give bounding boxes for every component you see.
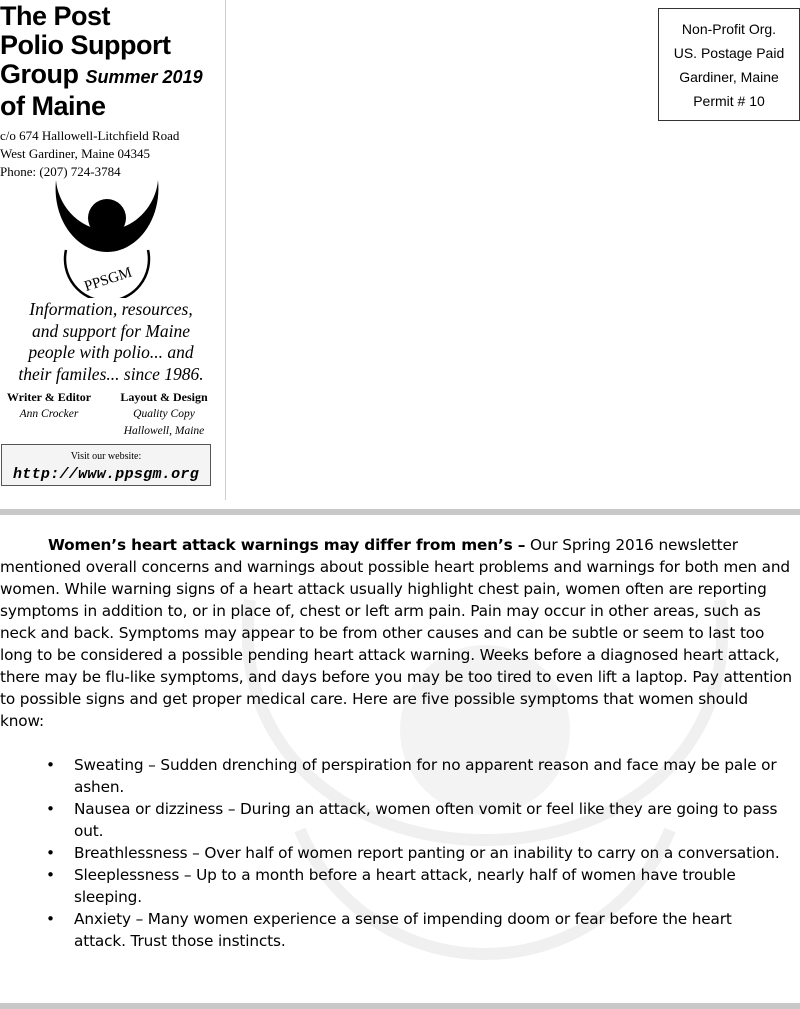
bullet: • xyxy=(46,844,55,862)
symptom-text: Sleeplessness – Up to a month before a heart attack, nearly half of women have trouble sleeping. xyxy=(74,866,736,906)
postage-indicia xyxy=(658,8,800,121)
top-divider xyxy=(0,509,800,515)
postage-line-1: Non-Profit Org. xyxy=(681,21,777,37)
mailing-address xyxy=(0,127,179,181)
postage-line-2: US. Postage Paid xyxy=(673,45,785,61)
website-link[interactable]: http://www.ppsgm.org xyxy=(12,466,200,483)
heart-attack-article xyxy=(0,534,796,952)
symptom-item xyxy=(0,798,796,842)
website-label: Visit our website: xyxy=(70,451,142,462)
title-line-1: The Post xyxy=(0,1,111,31)
symptom-item xyxy=(0,908,796,952)
writer-credit xyxy=(0,389,98,423)
symptom-text: Sweating – Sudden drenching of perspiration for no apparent reason and face may be pale or ashen. xyxy=(74,756,777,796)
postage-line-3: Gardiner, Maine xyxy=(679,69,779,85)
postage-line-4: Permit # 10 xyxy=(693,93,765,109)
article-intro xyxy=(0,534,796,732)
symptom-text: Nausea or dizziness – During an attack, women often vomit or feel like they are going to pass out. xyxy=(74,800,778,840)
article-headline: Women’s heart attack warnings may differ from men’s – xyxy=(48,536,526,554)
symptom-item xyxy=(0,754,796,798)
bullet: • xyxy=(46,910,55,928)
writer-name: Ann Crocker xyxy=(19,408,79,420)
issue-date: Summer 2019 xyxy=(85,67,203,87)
tagline-line-4: their familes... since 1986. xyxy=(18,363,204,384)
symptom-text: Anxiety – Many women experience a sense of impending doom or fear before the heart attack. Trust those instincts. xyxy=(74,910,732,950)
layout-role: Layout & Design xyxy=(120,390,208,404)
address-line-1: c/o 674 Hallowell-Litchfield Road xyxy=(0,128,180,143)
bullet: • xyxy=(46,800,55,818)
layout-name-2: Hallowell, Maine xyxy=(123,425,205,437)
symptom-text: Breathlessness – Over half of women report panting or an inability to carry on a conversation. xyxy=(74,844,780,862)
symptom-item xyxy=(0,864,796,908)
symptom-item xyxy=(0,842,796,864)
article-body: Our Spring 2016 newsletter mentioned overall concerns and warnings about possible heart problems and warnings for both men and women. While warning signs of a heart attack usually highlight chest pain, women often are reporting symptoms in addition to, or in place of, chest or left arm pain. Pain may occur in other areas, such as neck and back. Symptoms may appear to be from other causes and can be subtle or seem to last too long to be considered a possible pending heart attack warning. Weeks before a diagnosed heart attack, there may be flu-like symptoms, and days before you may be too tired to even lift a laptop. Pay attention to possible signs and get proper medical care. Here are five possible symptoms that women should know: xyxy=(0,536,792,730)
layout-name-1: Quality Copy xyxy=(133,408,195,420)
title-line-4: of Maine xyxy=(0,91,106,121)
tagline-line-1: Information, resources, xyxy=(29,299,193,319)
tagline xyxy=(0,299,222,385)
ppsgm-logo xyxy=(52,180,162,298)
tagline-line-2: and support for Maine xyxy=(32,320,190,341)
layout-credit xyxy=(112,389,216,440)
address-line-2: West Gardiner, Maine 04345 xyxy=(0,146,151,161)
bullet: • xyxy=(46,866,55,884)
writer-role: Writer & Editor xyxy=(6,390,92,404)
tagline-line-3: people with polio... and xyxy=(28,342,194,362)
masthead xyxy=(0,0,226,500)
symptom-list xyxy=(0,754,796,952)
title-line-2: Polio Support xyxy=(0,30,171,60)
newsletter-title xyxy=(0,2,203,121)
website-box xyxy=(1,444,211,486)
bottom-divider xyxy=(0,1003,800,1009)
logo-lettering: PPSGM xyxy=(82,264,135,296)
bullet: • xyxy=(46,756,55,774)
title-line-3: Group xyxy=(0,59,79,89)
phone-number: Phone: (207) 724-3784 xyxy=(0,164,121,179)
